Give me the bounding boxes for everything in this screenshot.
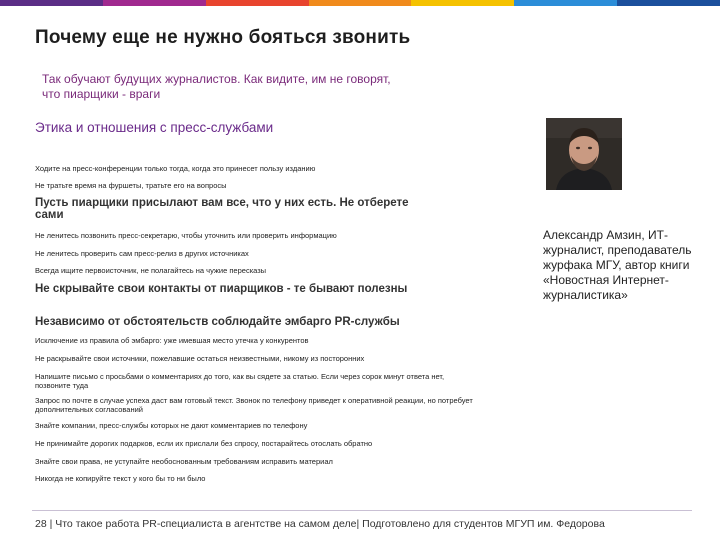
list-heading: Независимо от обстоятельств соблюдайте эмбарго PR-службы	[35, 316, 400, 328]
list-item: Запрос по почте в случае успеха даст вам готовый текст. Звонок по телефону приведет к оперативной реакции, но потребует дополнительных согласований	[35, 396, 473, 414]
list-item: Не тратьте время на фуршеты, тратьте его на вопросы	[35, 181, 227, 190]
list-item: Всегда ищите первоисточник, не полагайтесь на чужие пересказы	[35, 266, 267, 275]
quote-text: Так обучают будущих журналистов. Как видите, им не говорят, что пиарщики - враги	[42, 72, 391, 101]
list-item: Ходите на пресс-конференции только тогда, когда это принесет пользу изданию	[35, 164, 316, 173]
color-bar	[0, 0, 720, 6]
bar-segment	[514, 0, 617, 6]
bar-segment	[411, 0, 514, 6]
bar-segment	[0, 0, 103, 6]
author-bio: Александр Амзин, ИТ-журналист, преподаватель журфака МГУ, автор книги «Новостная Интернет-журналистика»	[543, 228, 692, 302]
section-heading: Этика и отношения с пресс-службами	[35, 120, 274, 135]
list-item: Знайте свои права, не уступайте необоснованным требованиям исправить материал	[35, 457, 333, 466]
list-item: Не принимайте дорогих подарков, если их прислали без спросу, постарайтесь отослать обратно	[35, 439, 373, 448]
bar-segment	[206, 0, 309, 6]
footer-text: 28 | Что такое работа PR-специалиста в агентстве на самом деле| Подготовлено для студентов МГУП им. Федорова	[35, 518, 605, 530]
list-item: Никогда не копируйте текст у кого бы то ни было	[35, 474, 206, 483]
bar-segment	[309, 0, 412, 6]
list-item: Не ленитесь проверить сам пресс-релиз в других источниках	[35, 249, 249, 258]
list-heading: Пусть пиарщики присылают вам все, что у них есть. Не отберете сами	[35, 197, 409, 221]
list-item: Напишите письмо с просьбами о комментариях до того, как вы сядете за статью. Если через сорок минут ответа нет, позвоните туда	[35, 372, 445, 390]
list-item: Не ленитесь позвонить пресс-секретарю, чтобы уточнить или проверить информацию	[35, 231, 337, 240]
bar-segment	[103, 0, 206, 6]
list-item: Не раскрывайте свои источники, пожелавшие остаться неизвестными, никому из посторонних	[35, 354, 365, 363]
slide-title: Почему еще не нужно бояться звонить	[35, 27, 411, 48]
list-item: Исключение из правила об эмбарго: уже имевшая место утечка у конкурентов	[35, 336, 309, 345]
bar-segment	[617, 0, 720, 6]
list-item: Знайте компании, пресс-службы которых не дают комментариев по телефону	[35, 421, 308, 430]
footer-divider	[32, 510, 692, 511]
author-photo	[546, 118, 622, 190]
list-heading: Не скрывайте свои контакты от пиарщиков - те бывают полезны	[35, 283, 408, 295]
